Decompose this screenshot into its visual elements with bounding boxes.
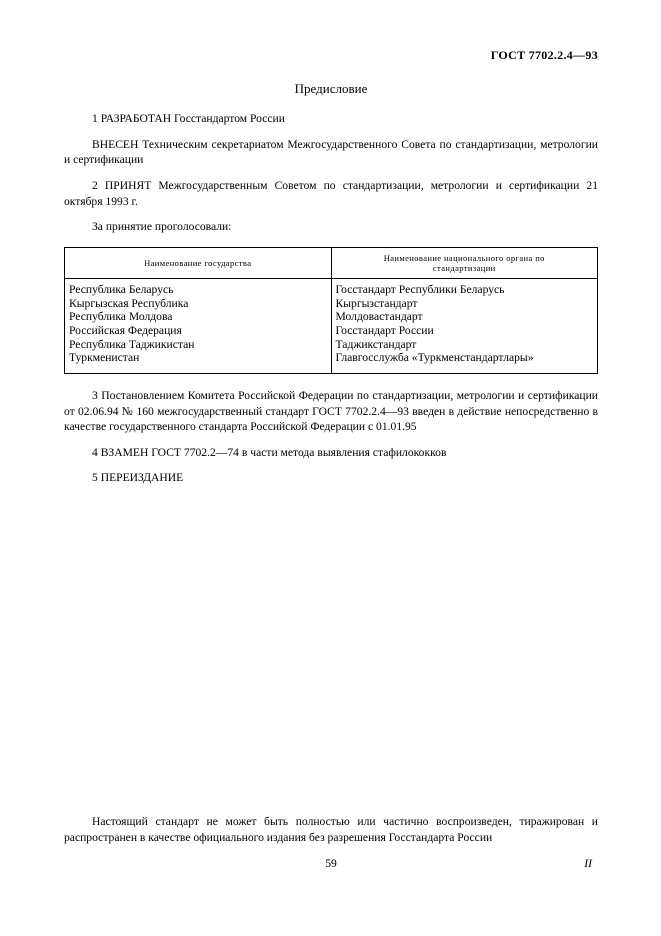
page-title: Предисловие [294,81,368,96]
org-cell: Кыргызстандарт [331,297,598,311]
para-vote-intro: За принятие проголосовали: [92,220,232,234]
page-number: 59 [325,857,337,871]
table-header-row [65,247,598,278]
org-cell: Госстандарт Республики Беларусь [331,278,598,296]
country-cell: Российская Федерация [69,323,182,337]
doc-number: ГОСТ 7702.2.4—93 [490,48,598,62]
footer [64,814,598,870]
vote-table [64,247,598,374]
para-reissue: 5 ПЕРЕИЗДАНИЕ [92,471,184,485]
country-cell: Кыргызская Республика [69,296,189,310]
org-cell: Молдовастандарт [331,310,598,324]
country-cell: Республика Беларусь [69,282,174,296]
col-header-country: Наименование государства [65,247,332,278]
country-cell: Республика Таджикистан [69,337,195,351]
org-cell: Госстандарт России [331,324,598,338]
table-row [65,338,598,352]
table-row [65,324,598,338]
col-header-org: Наименование национального органа по стандартизации [331,247,598,278]
table-row [65,351,598,373]
para-replaces: 4 ВЗАМЕН ГОСТ 7702.2—74 в части метода выявления стафилококков [92,445,447,459]
country-cell: Республика Молдова [69,310,173,324]
para-resolution: 3 Постановлением Комитета Российской Федерации по стандартизации, метрологии и сертификации от 02.06.94 № 160 межгосударственный стандарт ГОСТ 7702.2.4—93 введен в действие непосредственно в качестве государственного стандарта Российской Федерации с 01.01.95 [64,388,598,434]
org-cell: Главгосслужба «Туркменстандартлары» [331,351,598,373]
table-row [65,278,598,296]
table-row [65,310,598,324]
para-developed: 1 РАЗРАБОТАН Госстандартом России [92,112,285,125]
para-submitted: ВНЕСЕН Техническим секретариатом Межгосударственного Совета по стандартизации, метрологии и сертификации [64,137,598,167]
org-cell: Таджикстандарт [331,338,598,352]
para-accepted: 2 ПРИНЯТ Межгосударственным Советом по стандартизации, метрологии и сертификации 21 октября 1993 г. [64,178,598,208]
country-cell: Туркменистан [69,351,140,365]
volume-number: II [584,857,592,871]
page-numbers-row [64,857,598,870]
copyright-note: Настоящий стандарт не может быть полностью или частично воспроизведен, тиражирован и распространен в качестве официального издания без разрешения Госстандарта России [64,815,598,844]
table-row [65,297,598,311]
